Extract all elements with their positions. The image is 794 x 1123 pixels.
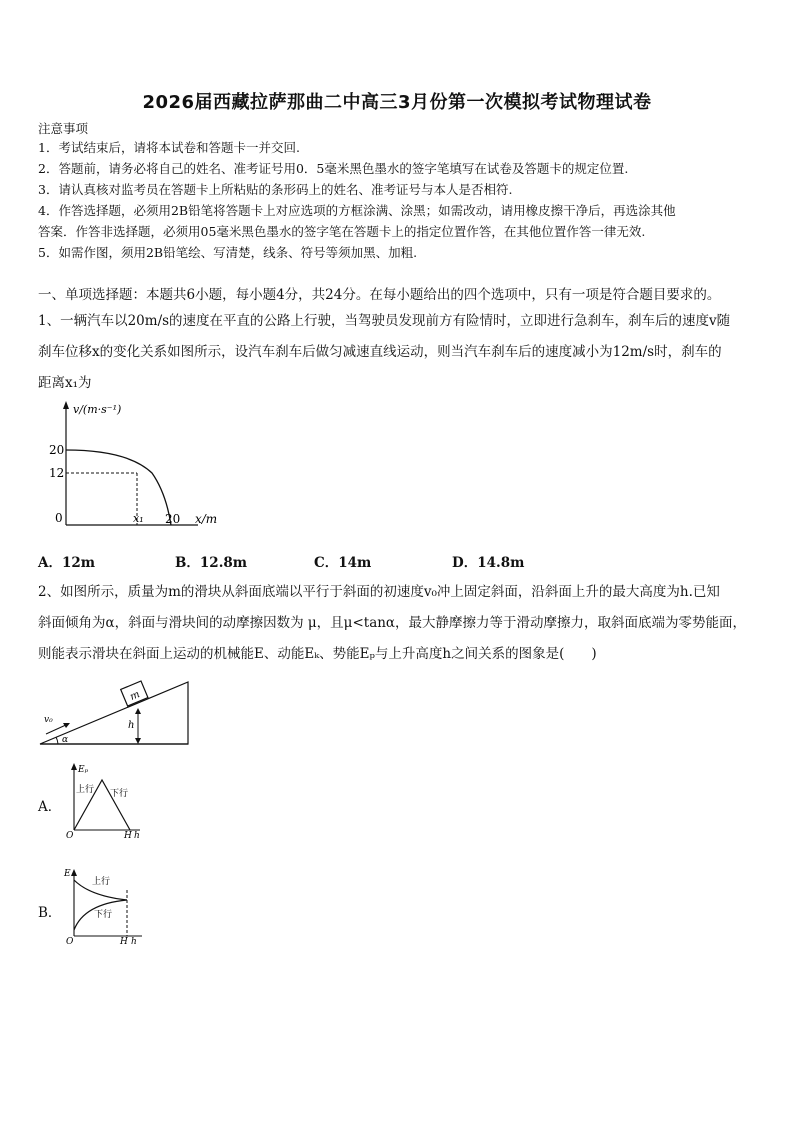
y-tick-20: 20 bbox=[49, 443, 65, 457]
x-tick-x1: x₁ bbox=[133, 512, 144, 525]
q2-incline-diagram bbox=[36, 672, 206, 750]
q2-option-b[interactable]: B． bbox=[38, 905, 62, 921]
notice-item: 5．如需作图，须用2B铅笔绘、写清楚，线条、符号等须加黑、加粗. bbox=[38, 245, 418, 260]
block-mass-label: m bbox=[128, 689, 142, 703]
x-tick-20: 20 bbox=[165, 512, 181, 526]
option-b-down-label: 下行 bbox=[94, 910, 113, 920]
option-b-y-label: E bbox=[64, 869, 71, 879]
y-axis-label: v/(m·s⁻¹) bbox=[73, 403, 122, 416]
q1-stem-line: 距离x₁为 bbox=[38, 375, 92, 391]
height-label: h bbox=[128, 720, 135, 731]
notice-item: 2．答题前，请务必将自己的姓名、准考证号用0．5毫米黑色墨水的签字笔填写在试卷及答题卡的规定位置. bbox=[38, 161, 629, 176]
option-a-down-label: 下行 bbox=[110, 789, 129, 799]
q2-option-b-graph bbox=[60, 866, 150, 946]
option-b-H: H bbox=[120, 937, 128, 946]
q2-stem-line: 2、如图所示，质量为m的滑块从斜面底端以平行于斜面的初速度v₀冲上固定斜面，沿斜面上升的最大高度为h.已知 bbox=[38, 584, 720, 600]
q1-option-b[interactable]: B．12.8m bbox=[175, 555, 248, 571]
notice-heading: 注意事项 bbox=[38, 121, 89, 136]
y-tick-12: 12 bbox=[49, 466, 65, 480]
x-axis-label: x/m bbox=[195, 512, 218, 526]
velocity-label: v₀ bbox=[44, 715, 53, 725]
option-a-y-label: Eₚ bbox=[78, 765, 89, 775]
q2-stem-line: 斜面倾角为α，斜面与滑块间的动摩擦因数为 μ，且μ<tanα，最大静摩擦力等于滑动摩擦力，取斜面底端为零势能面， bbox=[38, 615, 747, 631]
page-title: 2026届西藏拉萨那曲二中高三3月份第一次模拟考试物理试卷 bbox=[142, 92, 652, 113]
option-a-origin: O bbox=[66, 831, 74, 840]
option-a-up-label: 上行 bbox=[76, 785, 95, 795]
notice-item: 答案．作答非选择题，必须用05毫米黑色墨水的签字笔在答题卡上的指定位置作答，在其他位置作答一律无效. bbox=[38, 224, 646, 239]
origin-label: 0 bbox=[55, 511, 63, 525]
q1-stem-line: 刹车位移x的变化关系如图所示，设汽车刹车后做匀减速直线运动，则当汽车刹车后的速度减小为12m/s时，刹车的 bbox=[38, 344, 722, 360]
q1-option-d[interactable]: D．14.8m bbox=[452, 555, 525, 571]
q1-stem-line: 1、一辆汽车以20m/s的速度在平直的公路上行驶，当驾驶员发现前方有险情时，立即进行急刹车，刹车后的速度v随 bbox=[38, 313, 731, 329]
q2-option-a-graph bbox=[60, 760, 150, 840]
notice-item: 4．作答选择题，必须用2B铅笔将答题卡上对应选项的方框涂满、涂黑；如需改动，请用橡皮擦干净后，再选涂其他 bbox=[38, 203, 676, 218]
option-b-origin: O bbox=[66, 937, 74, 946]
notice-item: 3．请认真核对监考员在答题卡上所粘贴的条形码上的姓名、准考证号与本人是否相符. bbox=[38, 182, 513, 197]
option-a-h: h bbox=[134, 831, 140, 840]
q2-option-a[interactable]: A． bbox=[38, 799, 62, 815]
angle-label: α bbox=[62, 735, 69, 745]
q1-option-a[interactable]: A．12m bbox=[38, 555, 96, 571]
q1-option-c[interactable]: C．14m bbox=[314, 555, 372, 571]
q1-vx-graph bbox=[40, 398, 240, 538]
q2-stem-line: 则能表示滑块在斜面上运动的机械能E、动能Eₖ、势能Eₚ与上升高度h之间关系的图象是( ) bbox=[38, 646, 597, 662]
option-b-h: h bbox=[131, 937, 137, 946]
notice-item: 1．考试结束后，请将本试卷和答题卡一并交回. bbox=[38, 140, 300, 155]
option-a-H: H bbox=[124, 831, 132, 840]
option-b-up-label: 上行 bbox=[92, 877, 111, 887]
section-heading: 一、单项选择题：本题共6小题，每小题4分，共24分。在每小题给出的四个选项中，只有一项是符合题目要求的。 bbox=[38, 287, 721, 303]
